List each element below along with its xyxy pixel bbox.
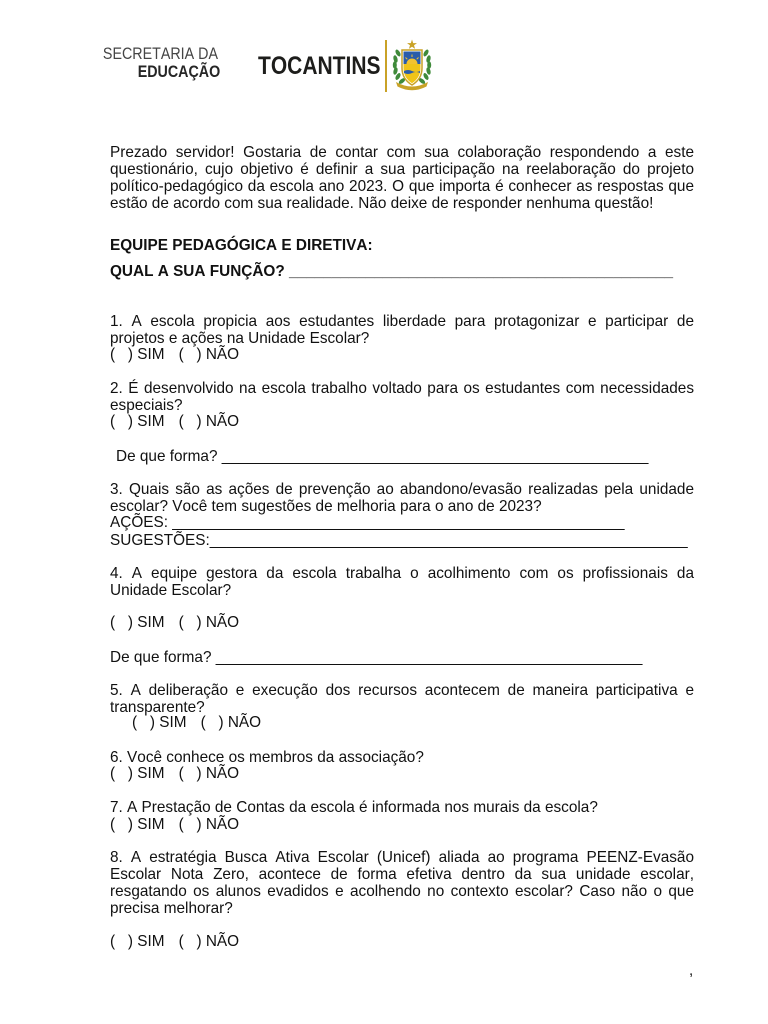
question-3-field-sugestoes [110,532,688,549]
question-6-text: 6. Você conhece os membros da associação? [110,749,424,766]
question-6-options [110,765,239,782]
question-1-options [110,346,239,363]
question-7-options [110,816,239,833]
question-8-text: 8. A estratégia Busca Ativa Escolar (Unicef) aliada ao programa PEENZ-Evasão Escolar Nota Zero, acontece de forma efetiva dentro da sua unidade escolar, resgatando os alunos evadidos e acolhendo no contexto escolar? Caso não o que precisa melhorar? [110,849,694,917]
question-2-options [110,413,239,430]
secretaria-educacao-logo [60,0,220,100]
logo-divider [385,40,387,92]
question-4-followup [110,649,642,666]
coat-of-arms-icon [390,38,434,92]
option-nao: ( ) NÃO [178,346,240,363]
field-label: SUGESTÕES: [110,532,210,549]
field-answer-blank: _____________________________________________________ [172,514,625,531]
option-sim: ( ) SIM [110,346,165,363]
followup-answer-blank: __________________________________________________ [221,448,649,465]
question-2-text: 2. É desenvolvido na escola trabalho voltado para os estudantes com necessidades especiais? [110,380,694,414]
option-sim: ( ) SIM [110,933,165,950]
question-5-options [132,714,261,731]
option-nao: ( ) NÃO [178,413,240,430]
option-nao: ( ) NÃO [178,765,240,782]
followup-label: De que forma? [110,649,212,666]
followup-label: De que forma? [116,448,218,465]
field-answer-blank: ________________________________________________________ [209,532,688,549]
option-nao: ( ) NÃO [178,816,240,833]
question-4-text: 4. A equipe gestora da escola trabalha o acolhimento com os profissionais da Unidade Escolar? [110,565,694,599]
option-sim: ( ) SIM [110,413,165,430]
followup-answer-blank: __________________________________________________ [215,649,643,666]
option-nao: ( ) NÃO [178,933,240,950]
logo-text-secretaria: SECRETARIA DA [102,44,218,63]
question-5-text: 5. A deliberação e execução dos recursos acontecem de maneira participativa e transparente? [110,682,694,716]
option-sim: ( ) SIM [110,816,165,833]
question-2-followup [116,448,648,465]
question-3-field-acoes [110,514,625,531]
role-question-label: QUAL A SUA FUNÇÃO? [110,263,285,280]
option-nao: ( ) NÃO [200,714,262,731]
intro-paragraph: Prezado servidor! Gostaria de contar com sua colaboração respondendo a este questionário, cujo objetivo é definir a sua participação na reelaboração do projeto político-pedagógico da escola ano 2023. O que importa é conhecer as respostas que estão de acordo com sua realidade. Não deixe de responder nenhuma questão! [110,144,694,212]
role-question [110,263,673,280]
page-mark: , [689,962,694,979]
question-4-options [110,614,239,631]
option-sim: ( ) SIM [132,714,187,731]
logo-text-educacao: EDUCAÇÃO [137,62,220,81]
option-sim: ( ) SIM [110,614,165,631]
question-1-text: 1. A escola propicia aos estudantes liberdade para protagonizar e participar de projetos e ações na Unidade Escolar? [110,313,694,347]
option-sim: ( ) SIM [110,765,165,782]
field-label: AÇÕES: [110,514,168,531]
logo-text-tocantins: TOCANTINS [258,52,381,80]
section-title: EQUIPE PEDAGÓGICA E DIRETIVA: [110,237,373,254]
role-answer-blank: _____________________________________________ [289,263,674,280]
question-3-text: 3. Quais são as ações de prevenção ao abandono/evasão realizadas pela unidade escolar? Você tem sugestões de melhoria para o ano de 2023? [110,481,694,515]
option-nao: ( ) NÃO [178,614,240,631]
question-8-options [110,933,239,950]
question-7-text: 7. A Prestação de Contas da escola é informada nos murais da escola? [110,799,598,816]
